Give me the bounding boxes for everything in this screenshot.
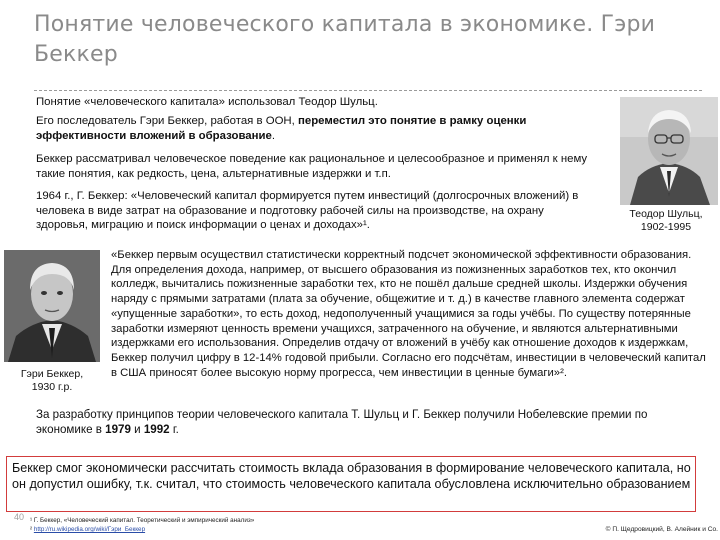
copyright: © П. Щедровицкий, В. Алейник и Со. <box>605 526 718 533</box>
caption-schultz-name: Теодор Шульц, <box>629 208 703 220</box>
caption-schultz-years: 1902-1995 <box>640 221 692 233</box>
portrait-schultz-icon <box>620 97 718 205</box>
footnote-2 <box>30 525 450 534</box>
caption-becker-name: Гэри Беккер, <box>20 368 84 380</box>
nobel-text-b: и <box>130 422 144 436</box>
photo-schultz <box>620 97 718 205</box>
footnote-2-prefix: ² <box>30 526 34 533</box>
footnote-1: ¹ Г. Беккер, «Человеческий капитал. Теоретический и эмпирический анализ» <box>30 517 255 524</box>
nobel-text-a: За разработку принципов теории человеческого капитала Т. Шульц и Г. Беккер получили Нобелевские премии по экономике в <box>36 408 648 436</box>
photo-becker <box>4 250 100 362</box>
caption-becker-years: 1930 г.р. <box>31 381 73 393</box>
nobel-year-2: 1992 <box>143 422 170 436</box>
p2-text: Его последователь Гэри Беккер, работая в ООН, <box>36 115 298 127</box>
paragraph-1964-definition: 1964 г., Г. Беккер: «Человеческий капитал формируется путем инвестиций (долгосрочных вложений) в человека в виде затрат на образование и подготовку рабочей силы на производстве, на охрану здоровья, миграцию и поиск информации о ценах и доходах»¹. <box>36 190 579 232</box>
nobel-year-1: 1979 <box>105 422 131 436</box>
portrait-becker-icon <box>4 250 100 362</box>
nobel-text-c: г. <box>169 422 179 436</box>
page-number: 40 <box>14 512 25 522</box>
title-divider <box>34 90 702 91</box>
slide-title: Понятие человеческого капитала в экономике. Гэри Беккер <box>34 12 656 67</box>
footnote-2-link[interactable]: http://ru.wikipedia.org/wiki/Гэри_Беккер <box>33 526 146 533</box>
paragraph-nobel-prize <box>36 408 706 437</box>
quote-statistical-calculation: «Беккер первым осуществил статистически корректный подсчет экономической эффективности образования. Для определения дохода, например, от высшего образования из пожизненных заработков тех, кто окончил колледж, вычитались пожизненные заработки тех, кто не пошёл дальше средней школы. Издержки обучения наряду с прямыми затратами (плата за обучение, общежитие и т. д.) в качестве главного элемента содержат «упущенные заработки», то есть доход, недополученный учащимися за годы учёбы. По существу потерянные заработки измеряют ценность времени учащихся, затраченного на обучение, и являются альтернативными издержками его использования. Определив отдачу от вложений в учёбу как отношение доходов к издержкам, Беккер получил цифру в 12-14% годовой прибыли. Согласно его подсчётам, инвестиции в человеческий капитал в США приносят более высокую норму прогресса, чем инвестиции в ценные бумаги»². <box>111 249 706 379</box>
paragraph-rational-behavior: Беккер рассматривал человеческое поведение как рациональное и целесообразное и применял к нему такие понятия, как редкость, цена, альтернативные издержки и т.п. <box>36 153 588 180</box>
caption-schultz <box>614 208 718 234</box>
warning-text: Беккер смог экономически рассчитать стоимость вклада образования в формирование человеческого капитала, но он допустил ошибку, т.к. считал, что стоимость человеческого капитала обусловлена исключительно образованием <box>12 461 691 491</box>
paragraph-schultz: Понятие «человеческого капитала» использовал Теодор Шульц. <box>36 96 378 108</box>
footnotes <box>30 516 450 534</box>
paragraph-becker-un <box>36 114 606 143</box>
caption-becker <box>4 368 100 394</box>
p2-bold-text: переместил это понятие в рамку оценки эффективности вложений в образование <box>36 115 527 142</box>
p2-end: . <box>271 129 276 142</box>
